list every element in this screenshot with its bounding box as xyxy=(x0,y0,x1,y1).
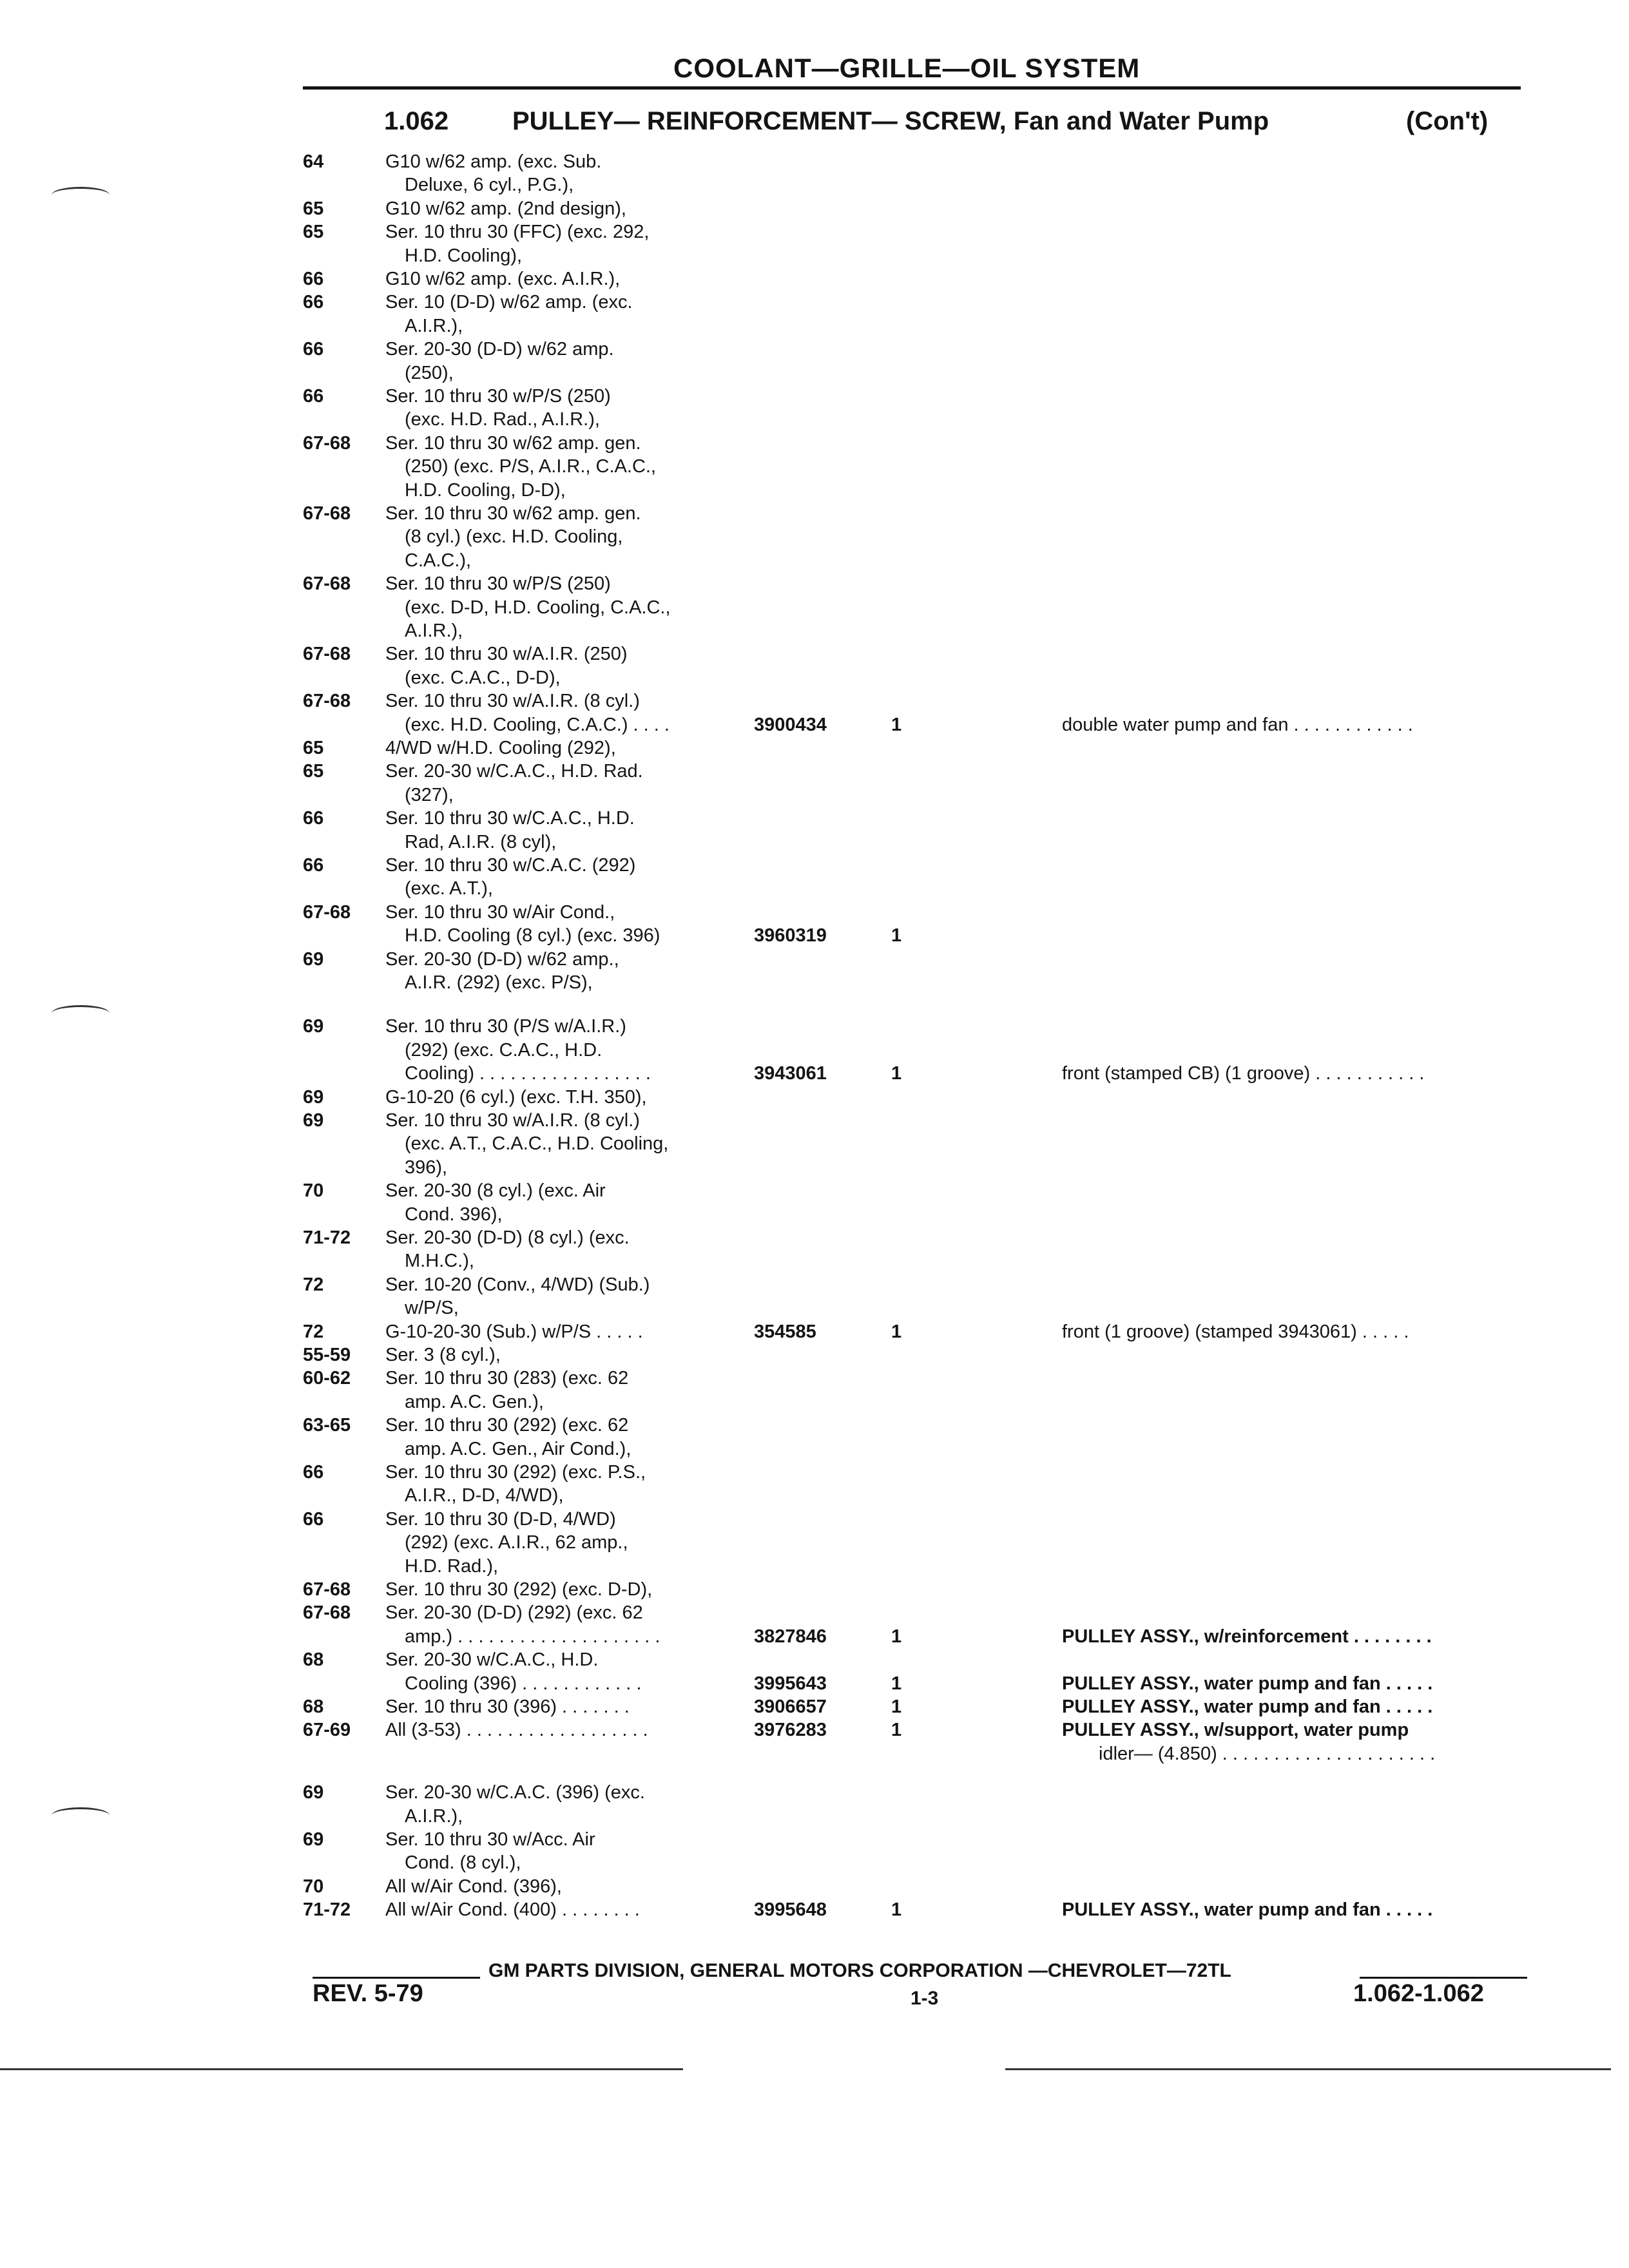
row-description: Ser. 20-30 (D-D) w/62 amp. xyxy=(385,339,614,360)
row-year: 69 xyxy=(303,1110,324,1131)
binder-hole-mark xyxy=(52,187,110,203)
footer-publisher: GM PARTS DIVISION, GENERAL MOTORS CORPORATION —CHEVROLET—72TL xyxy=(488,1960,1231,1981)
table-row xyxy=(0,362,1629,384)
table-row xyxy=(0,1204,1629,1225)
row-description: Ser. 10 thru 30 w/A.I.R. (250) xyxy=(385,644,628,665)
row-description: Cooling) . . . . . . . . . . . . . . . . . xyxy=(405,1063,651,1084)
table-row xyxy=(0,1508,1629,1530)
row-year: 55-59 xyxy=(303,1345,351,1365)
row-year: 70 xyxy=(303,1876,324,1897)
row-year: 70 xyxy=(303,1180,324,1202)
row-description: H.D. Cooling, D-D), xyxy=(405,479,566,501)
row-description: Ser. 10 thru 30 w/Acc. Air xyxy=(385,1829,595,1850)
page-header-title: COOLANT—GRILLE—OIL SYSTEM xyxy=(673,53,1141,83)
row-description: Deluxe, 6 cyl., P.G.), xyxy=(405,175,574,196)
row-description: Cond. (8 cyl.), xyxy=(405,1852,521,1874)
row-year: 67-68 xyxy=(303,573,351,595)
row-description: A.I.R.), xyxy=(405,620,463,641)
row-description: Ser. 10 thru 30 w/P/S (250) xyxy=(385,386,611,407)
row-description: 396), xyxy=(405,1157,448,1178)
row-description: H.D. Cooling (8 cyl.) (exc. 396) xyxy=(405,925,660,947)
row-year: 68 xyxy=(303,1696,324,1717)
row-description: 4/WD w/H.D. Cooling (292), xyxy=(385,738,616,758)
table-row xyxy=(0,901,1629,923)
table-row xyxy=(0,784,1629,806)
row-description: amp.) . . . . . . . . . . . . . . . . . . . . xyxy=(405,1626,660,1647)
table-row xyxy=(0,1805,1629,1827)
row-remark: PULLEY ASSY., w/support, water pump xyxy=(1062,1720,1409,1741)
row-description: (exc. H.D. Cooling, C.A.C.) . . . . xyxy=(405,714,670,735)
table-row xyxy=(0,1086,1629,1108)
table-row xyxy=(0,831,1629,853)
table-row xyxy=(0,1626,1629,1648)
table-row xyxy=(0,245,1629,267)
table-row xyxy=(0,408,1629,430)
row-year: 69 xyxy=(303,948,324,970)
row-description: Ser. 20-30 (D-D) (292) (exc. 62 xyxy=(385,1602,643,1624)
table-row xyxy=(0,1414,1629,1436)
table-row xyxy=(0,1579,1629,1600)
row-description: (exc. A.T.), xyxy=(405,878,493,899)
table-row xyxy=(0,385,1629,407)
row-description: Ser. 20-30 (D-D) w/62 amp., xyxy=(385,948,619,970)
row-year: 67-68 xyxy=(303,1579,351,1600)
table-row xyxy=(0,456,1629,477)
row-description: (327), xyxy=(405,784,454,805)
table-row xyxy=(0,1274,1629,1296)
row-year: 65 xyxy=(303,761,324,782)
row-quantity: 1 xyxy=(891,1063,902,1084)
row-year: 66 xyxy=(303,855,324,876)
row-description: (292) (exc. A.I.R., 62 amp., xyxy=(405,1532,628,1553)
table-row xyxy=(0,1297,1629,1319)
row-year: 67-69 xyxy=(303,1720,351,1741)
table-row xyxy=(0,1485,1629,1506)
row-description: Ser. 10 thru 30 (292) (exc. D-D), xyxy=(385,1579,653,1600)
table-row xyxy=(0,1157,1629,1178)
row-year: 69 xyxy=(303,1782,324,1803)
row-quantity: 1 xyxy=(891,925,902,947)
section-title: PULLEY— REINFORCEMENT— SCREW, Fan and Water Pump xyxy=(512,107,1269,135)
table-row xyxy=(0,1852,1629,1874)
row-year: 65 xyxy=(303,738,324,758)
row-description: (exc. A.T., C.A.C., H.D. Cooling, xyxy=(405,1133,669,1155)
table-row xyxy=(0,1250,1629,1272)
header-rule xyxy=(303,86,1521,90)
table-row xyxy=(0,432,1629,454)
row-description: G10 w/62 amp. (exc. A.I.R.), xyxy=(385,269,621,289)
row-description: Ser. 10 thru 30 (D-D, 4/WD) xyxy=(385,1508,616,1530)
row-description: C.A.C.), xyxy=(405,550,472,571)
row-description: (exc. D-D, H.D. Cooling, C.A.C., xyxy=(405,597,671,618)
table-row xyxy=(0,1367,1629,1389)
table-row xyxy=(0,597,1629,619)
row-part-number: 3960319 xyxy=(754,925,827,947)
table-row xyxy=(0,878,1629,899)
row-year: 72 xyxy=(303,1321,324,1342)
table-row xyxy=(0,174,1629,196)
footer-rule-right xyxy=(1360,1977,1527,1979)
row-description: G10 w/62 amp. (2nd design), xyxy=(385,198,626,219)
row-year: 69 xyxy=(303,1829,324,1850)
row-part-number: 3976283 xyxy=(754,1720,827,1741)
table-row xyxy=(0,573,1629,595)
table-row xyxy=(0,315,1629,337)
row-description: w/P/S, xyxy=(405,1298,459,1319)
row-year: 71-72 xyxy=(303,1227,351,1248)
table-row xyxy=(0,1461,1629,1483)
footer-rule-left xyxy=(313,1977,480,1979)
table-row xyxy=(0,1829,1629,1850)
table-row xyxy=(0,972,1629,994)
row-description: Ser. 3 (8 cyl.), xyxy=(385,1345,501,1365)
table-row xyxy=(0,854,1629,876)
table-row xyxy=(0,1039,1629,1061)
row-year: 67-68 xyxy=(303,503,351,524)
row-description: amp. A.C. Gen.), xyxy=(405,1391,544,1412)
row-description: Ser. 10 thru 30 (FFC) (exc. 292, xyxy=(385,222,650,243)
row-description: Cond. 396), xyxy=(405,1204,503,1225)
footer-page-number: 1-3 xyxy=(911,1988,939,2009)
row-description: (exc. H.D. Rad., A.I.R.), xyxy=(405,409,600,430)
binder-hole-mark xyxy=(52,1005,110,1021)
table-row xyxy=(0,1673,1629,1695)
row-year: 63-65 xyxy=(303,1415,351,1436)
row-description: Ser. 20-30 w/C.A.C., H.D. Rad. xyxy=(385,761,643,782)
row-part-number: 3900434 xyxy=(754,714,827,735)
table-row xyxy=(0,737,1629,759)
row-description: H.D. Cooling), xyxy=(405,245,523,266)
row-description: Ser. 10 thru 30 w/A.I.R. (8 cyl.) xyxy=(385,1110,640,1131)
table-row xyxy=(0,1015,1629,1037)
table-row xyxy=(0,1876,1629,1898)
row-description: (292) (exc. C.A.C., H.D. xyxy=(405,1039,602,1061)
bottom-rule-left xyxy=(0,2068,683,2070)
table-row xyxy=(0,479,1629,501)
row-description: (exc. C.A.C., D-D), xyxy=(405,667,561,688)
row-description: Ser. 10 thru 30 w/62 amp. gen. xyxy=(385,432,641,454)
row-part-number: 3995643 xyxy=(754,1673,827,1694)
row-year: 65 xyxy=(303,198,324,219)
row-year: 69 xyxy=(303,1016,324,1037)
row-remark: PULLEY ASSY., w/reinforcement . . . . . . . . xyxy=(1062,1626,1432,1647)
table-row xyxy=(0,1782,1629,1803)
table-row xyxy=(0,1110,1629,1131)
table-row xyxy=(0,1649,1629,1671)
binder-hole-mark xyxy=(52,1807,110,1823)
table-row xyxy=(0,1719,1629,1741)
section-number: 1.062 xyxy=(384,107,449,135)
row-description: Ser. 10-20 (Conv., 4/WD) (Sub.) xyxy=(385,1274,650,1295)
table-row xyxy=(0,807,1629,829)
row-part-number: 3943061 xyxy=(754,1063,827,1084)
row-description: Ser. 10 (D-D) w/62 amp. (exc. xyxy=(385,292,633,313)
table-row xyxy=(0,526,1629,548)
table-row xyxy=(0,1555,1629,1577)
row-description: (8 cyl.) (exc. H.D. Cooling, xyxy=(405,526,623,548)
row-description: G-10-20-30 (Sub.) w/P/S . . . . . xyxy=(385,1321,643,1342)
table-row xyxy=(0,1133,1629,1155)
row-description: Rad, A.I.R. (8 cyl), xyxy=(405,831,557,852)
row-description: Ser. 10 thru 30 w/62 amp. gen. xyxy=(385,503,641,524)
row-description: Ser. 10 thru 30 w/Air Cond., xyxy=(385,901,615,923)
row-year: 66 xyxy=(303,1508,324,1530)
row-description: M.H.C.), xyxy=(405,1251,474,1272)
row-description: amp. A.C. Gen., Air Cond.), xyxy=(405,1438,631,1459)
row-year: 66 xyxy=(303,292,324,313)
table-row xyxy=(0,760,1629,782)
row-year: 66 xyxy=(303,1462,324,1483)
table-row xyxy=(0,151,1629,173)
table-row xyxy=(0,503,1629,524)
row-year: 67-68 xyxy=(303,691,351,712)
row-description: All (3-53) . . . . . . . . . . . . . . . . . . xyxy=(385,1720,648,1741)
row-year: 68 xyxy=(303,1649,324,1671)
row-year: 66 xyxy=(303,386,324,407)
row-description: All w/Air Cond. (396), xyxy=(385,1876,562,1897)
row-remark: PULLEY ASSY., water pump and fan . . . . . xyxy=(1062,1899,1433,1921)
table-row xyxy=(0,620,1629,642)
row-description: Ser. 10 thru 30 (283) (exc. 62 xyxy=(385,1368,629,1389)
table-row xyxy=(0,1899,1629,1921)
table-row xyxy=(0,643,1629,665)
row-description: Ser. 20-30 (D-D) (8 cyl.) (exc. xyxy=(385,1227,630,1248)
row-quantity: 1 xyxy=(891,1321,902,1342)
row-quantity: 1 xyxy=(891,1673,902,1694)
row-quantity: 1 xyxy=(891,1720,902,1741)
row-description: Ser. 10 thru 30 (396) . . . . . . . xyxy=(385,1696,630,1717)
table-row xyxy=(0,550,1629,572)
row-year: 67-68 xyxy=(303,644,351,665)
row-year: 64 xyxy=(303,151,324,172)
row-description: Ser. 10 thru 30 (292) (exc. P.S., xyxy=(385,1462,646,1483)
table-row xyxy=(0,1743,1629,1765)
row-description: H.D. Rad.), xyxy=(405,1555,499,1577)
table-row xyxy=(0,948,1629,970)
row-part-number: 3995648 xyxy=(754,1899,827,1921)
table-row xyxy=(0,1321,1629,1343)
row-description: Ser. 20-30 w/C.A.C., H.D. xyxy=(385,1649,599,1671)
row-part-number: 3827846 xyxy=(754,1626,827,1647)
row-description: G-10-20 (6 cyl.) (exc. T.H. 350), xyxy=(385,1086,647,1108)
table-row xyxy=(0,291,1629,313)
row-description: Ser. 10 thru 30 w/P/S (250) xyxy=(385,573,611,595)
row-description: Ser. 20-30 (8 cyl.) (exc. Air xyxy=(385,1180,606,1202)
table-row xyxy=(0,268,1629,290)
row-remark: PULLEY ASSY., water pump and fan . . . . . xyxy=(1062,1696,1433,1717)
row-year: 66 xyxy=(303,269,324,289)
row-description: A.I.R.), xyxy=(405,315,463,336)
table-row xyxy=(0,338,1629,360)
row-year: 65 xyxy=(303,222,324,243)
bottom-rule-right xyxy=(1005,2068,1611,2070)
row-part-number: 3906657 xyxy=(754,1696,827,1717)
footer-reference: 1.062-1.062 xyxy=(1353,1980,1484,2007)
table-row xyxy=(0,221,1629,243)
row-year: 67-68 xyxy=(303,432,351,454)
row-quantity: 1 xyxy=(891,714,902,735)
row-remark: double water pump and fan . . . . . . . . . . . . xyxy=(1062,714,1413,735)
row-year: 66 xyxy=(303,808,324,829)
row-remark: front (1 groove) (stamped 3943061) . . . . . xyxy=(1062,1321,1409,1342)
table-row xyxy=(0,1180,1629,1202)
table-row xyxy=(0,1062,1629,1084)
row-description: A.I.R., D-D, 4/WD), xyxy=(405,1485,564,1506)
footer-revision: REV. 5-79 xyxy=(313,1980,423,2007)
row-description: Ser. 10 thru 30 (P/S w/A.I.R.) xyxy=(385,1016,626,1037)
table-row xyxy=(0,1344,1629,1366)
row-description: (250) (exc. P/S, A.I.R., C.A.C., xyxy=(405,456,656,477)
row-description: Ser. 10 thru 30 w/A.I.R. (8 cyl.) xyxy=(385,691,640,712)
table-row xyxy=(0,1227,1629,1249)
row-year: 69 xyxy=(303,1086,324,1108)
table-row xyxy=(0,1438,1629,1460)
table-row xyxy=(0,1532,1629,1553)
row-description: A.I.R.), xyxy=(405,1805,463,1827)
row-year: 71-72 xyxy=(303,1899,351,1921)
row-description: Ser. 10 thru 30 (292) (exc. 62 xyxy=(385,1415,629,1436)
row-part-number: 354585 xyxy=(754,1321,816,1342)
table-row xyxy=(0,198,1629,220)
row-description: (250), xyxy=(405,362,454,383)
row-description: All w/Air Cond. (400) . . . . . . . . xyxy=(385,1899,640,1921)
table-row xyxy=(0,1696,1629,1718)
table-row xyxy=(0,925,1629,947)
table-row xyxy=(0,690,1629,712)
row-quantity: 1 xyxy=(891,1696,902,1717)
row-year: 67-68 xyxy=(303,901,351,923)
table-row xyxy=(0,1391,1629,1413)
row-description: Ser. 20-30 w/C.A.C. (396) (exc. xyxy=(385,1782,645,1803)
row-year: 60-62 xyxy=(303,1368,351,1389)
row-remark: PULLEY ASSY., water pump and fan . . . . . xyxy=(1062,1673,1433,1694)
row-year: 72 xyxy=(303,1274,324,1295)
section-continued: (Con't) xyxy=(1406,107,1489,135)
row-description: Ser. 10 thru 30 w/C.A.C., H.D. xyxy=(385,808,635,829)
row-year: 67-68 xyxy=(303,1602,351,1624)
row-description: Ser. 10 thru 30 w/C.A.C. (292) xyxy=(385,855,636,876)
row-year: 66 xyxy=(303,339,324,360)
table-row xyxy=(0,714,1629,736)
row-quantity: 1 xyxy=(891,1899,902,1921)
table-row xyxy=(0,667,1629,689)
row-quantity: 1 xyxy=(891,1626,902,1647)
row-remark: idler— (4.850) . . . . . . . . . . . . . . . . . . . . . xyxy=(1099,1743,1436,1764)
table-row xyxy=(0,1602,1629,1624)
row-description: A.I.R. (292) (exc. P/S), xyxy=(405,972,593,993)
row-remark: front (stamped CB) (1 groove) . . . . . . . . . . . xyxy=(1062,1063,1425,1084)
row-description: G10 w/62 amp. (exc. Sub. xyxy=(385,151,602,172)
row-description: Cooling (396) . . . . . . . . . . . . xyxy=(405,1673,642,1694)
